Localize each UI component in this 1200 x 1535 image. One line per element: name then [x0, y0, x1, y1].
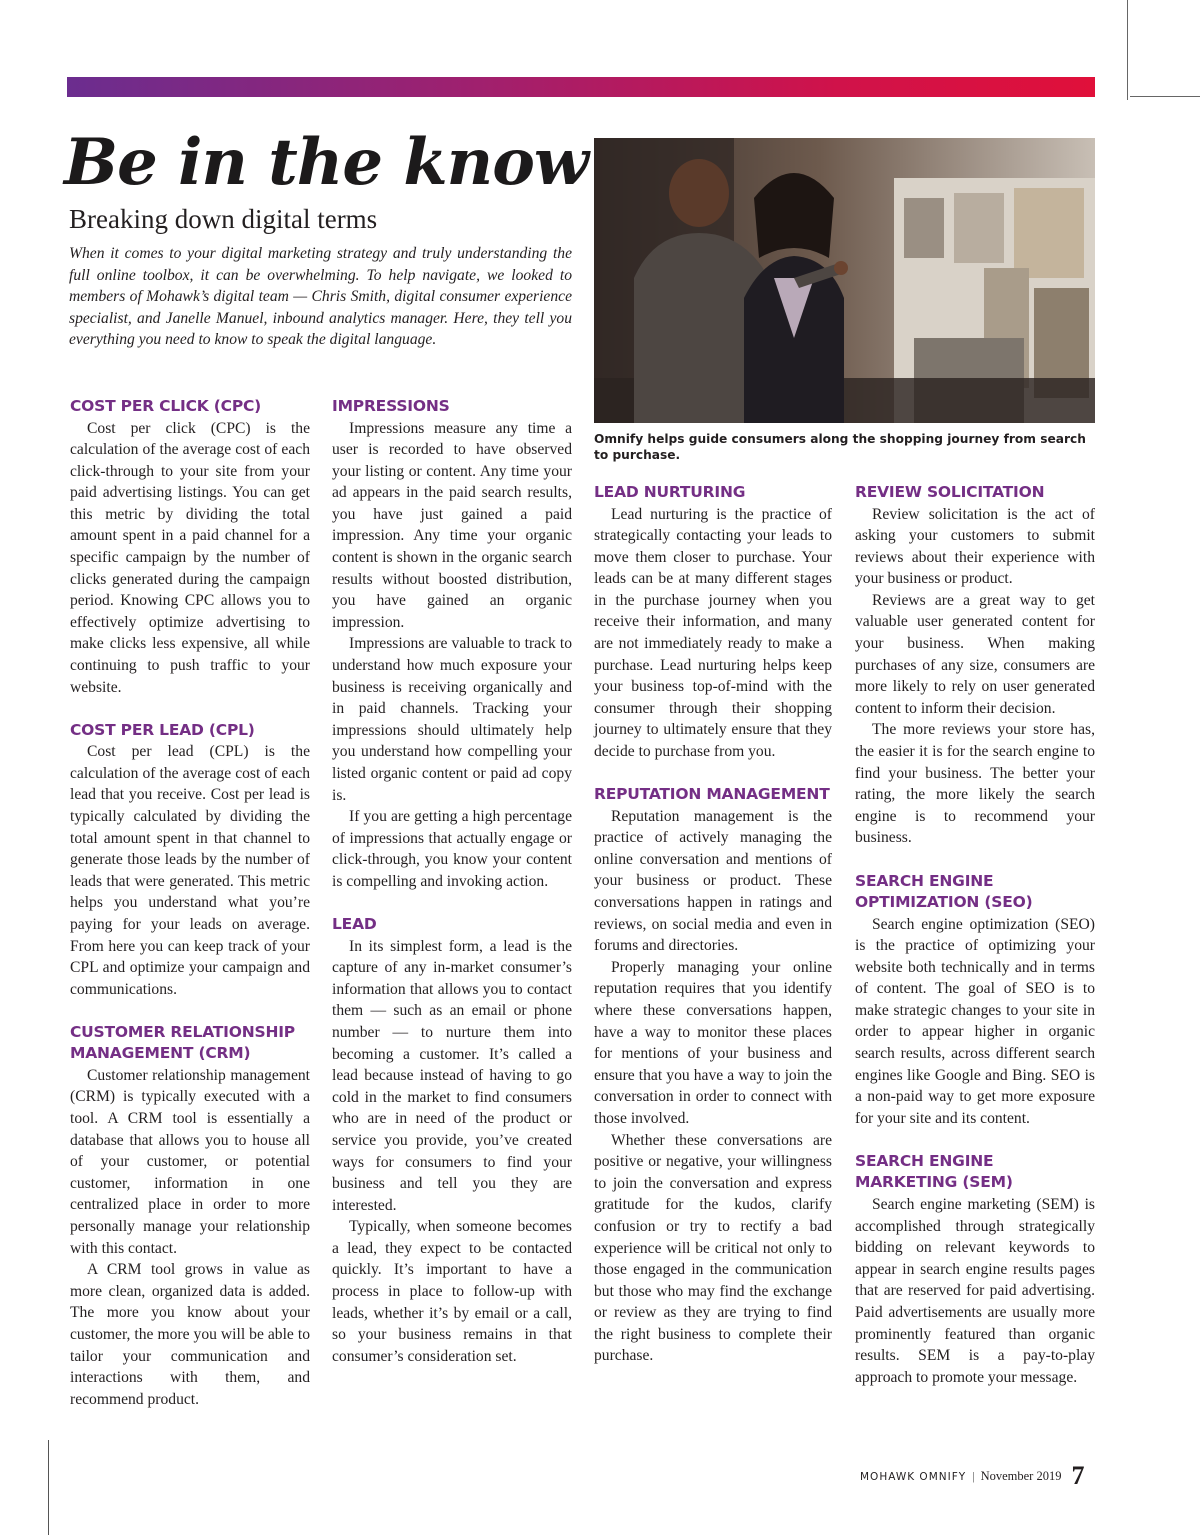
- section-paragraph: Impressions measure any time a user is recorded to have observed your listing or content. Any time your ad appears in the paid search results, you have just gained a paid impression. Any time your organic content is shown in the organic search results without boosted distribution, you have gained an organic impression.: [332, 419, 572, 631]
- section-paragraph: Whether these conversations are positive or negative, your willingness to join the conversation and express gratitude for the kudos, clarify confusion or try to rectify a bad experience will be critical not only to those engaged in the communication but those who may find the exchange or review as they are trying to find the right business to complete their purchase.: [594, 1131, 832, 1365]
- section-paragraph: Cost per lead (CPL) is the calculation of the average cost of each lead that you receive. Cost per lead is typically calculated by dividing the total amount spent in that channel to generate those leads by the number of leads that were generated. This metric helps you understand what you’re paying for your leads on average. From here you can keep track of your CPL and optimize your campaign and communications.: [70, 743, 310, 998]
- section-paragraph: Typically, when someone becomes a lead, they expect to be contacted quickly. It’s important to have a process in place to follow-up with leads, whether it’s by email or a call, so your business remains in that consumer’s consideration set.: [332, 1218, 572, 1365]
- section-heading: REVIEW SOLICITATION: [855, 483, 1045, 501]
- section-heading: REPUTATION MANAGEMENT: [594, 785, 830, 804]
- footer-date: November 2019: [980, 1469, 1062, 1483]
- footer-brand: MOHAWK OMNIFY: [860, 1471, 967, 1483]
- section-paragraph: Customer relationship management (CRM) is typically executed with a tool. A CRM tool is essentially a database that allows you to house all of your customer, or potential customer, information in one centralized place in order to more personally manage your relationship with this contact.: [70, 1066, 310, 1257]
- section-paragraph: In its simplest form, a lead is the capture of any in-market consumer’s information that allows you to contact them — such as an email or phone number — to nurture them into becoming a customer. It’s called a lead because instead of having to go cold in the market to find consumers who are in need of the product or service you provide, you’ve created ways for consumers to find your business and tell you they are interested.: [332, 937, 572, 1214]
- section-paragraph: Review solicitation is the act of asking your customers to submit reviews about their experience with your business or product.: [855, 505, 1095, 588]
- footer-separator: |: [972, 1469, 975, 1483]
- section-heading: LEAD NURTURING: [594, 483, 746, 501]
- section-paragraph: The more reviews your store has, the easier it is for the search engine to find your business. The better your rating, the more likely the search engine is to recommend your business.: [855, 721, 1095, 847]
- section-paragraph: Reviews are a great way to get valuable user generated content for your business. When making purchases of any size, consumers are more likely to rely on user generated content to inform their decision.: [855, 591, 1095, 717]
- column-1: [70, 396, 310, 1432]
- article-section: [855, 1151, 1095, 1388]
- section-paragraph: Cost per click (CPC) is the calculation of the average cost of each click-through to your site from your paid advertising listings. You can get this metric by dividing the total amount spent in a paid channel for a specific campaign by the number of clicks generated during the campaign period. Knowing CPC allows you to effectively optimize advertising to make clicks less expensive, all while continuing to push traffic to your website.: [70, 419, 310, 696]
- section-heading: LEAD: [332, 915, 377, 934]
- section-paragraph: If you are getting a high percentage of impressions that actually engage or click-through, you know your content is compelling and invoking action.: [332, 808, 572, 890]
- section-heading: COST PER CLICK (CPC): [70, 397, 262, 415]
- section-heading: SEARCH ENGINE OPTIMIZATION (SEO): [855, 871, 1033, 911]
- article-section: [70, 720, 310, 1001]
- section-paragraph: Reputation management is the practice of actively managing the online conversation and mentions of your business or product. These conversations happen in ratings and reviews, on social media and even in forums and directories.: [594, 807, 832, 955]
- page-footer: [860, 1460, 1100, 1490]
- column-4: [855, 482, 1095, 1410]
- section-heading: IMPRESSIONS: [332, 397, 450, 415]
- section-paragraph: Impressions are valuable to track to understand how much exposure your business is receiving organically and in paid channels. Tracking your impressions should ultimately help you understand how compelling your listed organic content or paid ad copy is.: [332, 635, 572, 804]
- section-heading: CUSTOMER RELATIONSHIP MANAGEMENT (CRM): [70, 1022, 295, 1063]
- photo-caption: Omnify helps guide consumers along the shopping journey from search to purchase.: [594, 432, 1086, 462]
- crop-mark-vertical: [1127, 0, 1128, 100]
- page-number: 7: [1071, 1461, 1085, 1490]
- intro-paragraph: When it comes to your digital marketing strategy and truly understanding the full online toolbox, it can be overwhelming. To help navigate, we looked to members of Mohawk’s digital team — Chris Smith, digital consumer experience specialist, and Janelle Manuel, inbound analytics manager. Here, they tell you everything you need to know to speak the digital language.: [69, 245, 572, 349]
- section-heading: SEARCH ENGINE MARKETING (SEM): [855, 1151, 1013, 1192]
- section-paragraph: Lead nurturing is the practice of strategically contacting your leads to move them closer to purchase. Your leads can be at many different stages in the purchase journey when you receive their information, and many are not immediately ready to make a purchase. Lead nurturing helps keep your business top-of-mind with the consumer through their shopping journey to ultimately ensure that they decide to purchase from you.: [594, 505, 832, 761]
- page-title: Be in the know: [64, 125, 588, 200]
- showroom-photo: [594, 138, 1095, 423]
- article-section: [594, 784, 832, 1367]
- article-section: [855, 871, 1095, 1130]
- article-section: [70, 1022, 310, 1411]
- header-color-band: [67, 77, 1095, 97]
- section-paragraph: A CRM tool grows in value as more clean, organized data is added. The more you know about your customer, the more you will be able to tailor your communication and interactions with them, and recommend product.: [70, 1261, 310, 1408]
- section-heading: COST PER LEAD (CPL): [70, 720, 255, 739]
- crop-mark-horizontal: [1130, 96, 1200, 97]
- column-2: [332, 396, 572, 1389]
- section-paragraph: Properly managing your online reputation requires that you identify where these conversations happen, have a way to monitor these places for mentions of your business and ensure that you have a way to join the conversation in order to connect with those involved.: [594, 958, 832, 1127]
- article-section: [594, 482, 832, 763]
- article-section: [70, 396, 310, 698]
- article-section: [332, 396, 572, 893]
- showroom-photo-illustration: [594, 138, 1095, 423]
- article-section: [855, 482, 1095, 849]
- page-subtitle: Breaking down digital terms: [69, 204, 378, 234]
- section-paragraph: Search engine optimization (SEO) is the practice of optimizing your website both technically and in terms of content. The goal of SEO is to make strategic changes to your site in order to appear higher in organic search results, across different search engines like Google and Bing. SEO is a non-paid way to get more exposure for your site and its content.: [855, 915, 1095, 1127]
- article-section: [332, 914, 572, 1367]
- crop-mark-bottom-left: [48, 1440, 49, 1535]
- column-3: [594, 482, 832, 1389]
- section-paragraph: Search engine marketing (SEM) is accomplished through strategically bidding on relevant keywords to appear in search engine results pages that are reserved for paid advertising. Paid advertisements are usually more prominently featured than organic results. SEM is a pay-to-play approach to promote your message.: [855, 1195, 1095, 1386]
